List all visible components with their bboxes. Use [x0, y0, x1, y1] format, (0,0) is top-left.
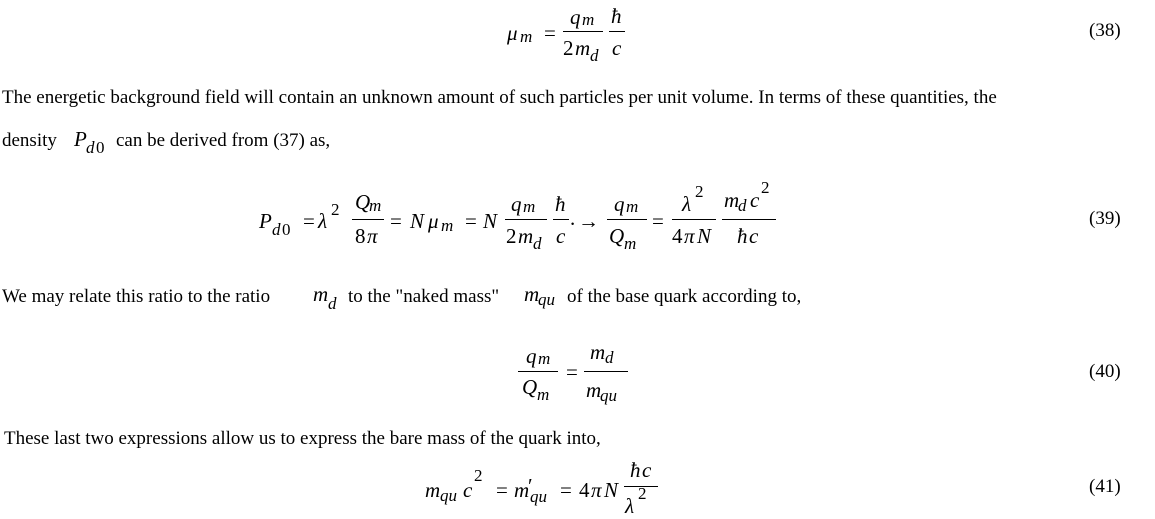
paragraph-line: These last two expressions allow us to express the bare mass of the quark into,	[4, 428, 601, 449]
fraction-bar	[505, 219, 547, 220]
density-P: P	[259, 209, 272, 233]
fraction-bar	[518, 371, 558, 372]
N-symbol: N	[483, 209, 498, 233]
subscript-qu: qu	[600, 386, 617, 405]
mu-symbol: μ	[428, 209, 439, 233]
paragraph-line-pre: We may relate this ratio to the ratio	[2, 286, 271, 307]
equals-sign: =	[303, 209, 315, 233]
denominator-m: m	[518, 224, 534, 248]
c-symbol: c	[463, 478, 473, 502]
denominator-m: m	[586, 378, 602, 402]
pi-symbol: π	[591, 478, 602, 502]
subscript-m: m	[369, 196, 382, 215]
m-symbol: m	[313, 282, 329, 306]
subscript-m: m	[520, 27, 533, 46]
subscript-d: d	[605, 348, 614, 367]
paragraph-line-mid: to the "naked mass"	[348, 286, 500, 307]
m-symbol: m	[524, 282, 540, 306]
numerator-q: q	[526, 344, 537, 368]
fraction-bar	[672, 219, 716, 220]
prime-symbol: ′	[528, 474, 533, 498]
density-P: P	[74, 127, 87, 151]
numerator-q: q	[570, 5, 581, 29]
lambda-symbol: λ	[318, 209, 328, 233]
superscript-2: 2	[331, 200, 340, 219]
subscript-d: d	[590, 46, 599, 65]
subscript-qu: qu	[530, 487, 547, 506]
arrow-symbol: →	[578, 209, 599, 233]
subscript-d: d	[86, 138, 95, 157]
hbar-symbol: ħ	[611, 4, 622, 28]
numerator-q: q	[614, 192, 625, 216]
subscript-qu: qu	[440, 486, 457, 505]
subscript-m: m	[523, 197, 536, 216]
numerator-Q: Q	[355, 190, 371, 214]
pi-symbol: π	[367, 224, 378, 248]
subscript-m: m	[538, 349, 551, 368]
subscript-d: d	[738, 196, 747, 215]
hbar-symbol: ħ	[630, 458, 641, 482]
denominator-Q: Q	[609, 224, 625, 248]
subscript-d: d	[533, 234, 542, 253]
c-symbol: c	[642, 458, 652, 482]
denominator-m: m	[575, 36, 591, 60]
denominator-2: 2	[563, 36, 574, 60]
superscript-2: 2	[474, 466, 483, 485]
subscript-m: m	[626, 197, 639, 216]
mu-symbol: μ	[507, 21, 518, 45]
c-symbol: c	[612, 36, 622, 60]
superscript-2: 2	[638, 484, 647, 503]
fraction-bar	[352, 219, 384, 220]
equals-sign: =	[560, 478, 572, 502]
equals-sign: =	[390, 209, 402, 233]
subscript-d: d	[272, 220, 281, 239]
subscript-qu: qu	[538, 290, 555, 309]
subscript-m: m	[537, 385, 550, 404]
subscript-0: 0	[282, 220, 291, 239]
four-symbol: 4	[579, 478, 590, 502]
fraction-bar	[563, 31, 603, 32]
equals-sign: =	[566, 360, 578, 384]
subscript-d: d	[328, 294, 337, 313]
lambda-symbol: λ	[625, 494, 635, 518]
paragraph-line-pre: density	[2, 130, 57, 151]
superscript-2: 2	[695, 182, 704, 201]
denominator-2: 2	[506, 224, 517, 248]
fraction-bar	[584, 371, 628, 372]
numerator-m: m	[724, 188, 740, 212]
m-symbol: m	[425, 478, 441, 502]
paragraph-line-post: can be derived from (37) as,	[116, 130, 331, 151]
denominator-4: 4	[672, 224, 683, 248]
fraction-bar	[722, 219, 776, 220]
hbar-symbol: ħ	[737, 224, 748, 248]
subscript-m: m	[441, 216, 454, 235]
equation-number: (38)	[1089, 20, 1121, 41]
denominator-8: 8	[355, 224, 366, 248]
dot-symbol: .	[570, 206, 576, 230]
paragraph-line: The energetic background field will contain an unknown amount of such particles per unit volume. In terms of these quantities, the	[2, 87, 997, 108]
fraction-bar	[607, 219, 647, 220]
equals-sign: =	[544, 21, 556, 45]
subscript-m: m	[582, 10, 595, 29]
m-symbol: m	[514, 478, 530, 502]
numerator-q: q	[511, 192, 522, 216]
lambda-symbol: λ	[682, 192, 692, 216]
N-symbol: N	[410, 209, 425, 233]
superscript-2: 2	[761, 178, 770, 197]
pi-symbol: π	[684, 224, 695, 248]
N-symbol: N	[697, 224, 712, 248]
equation-number: (39)	[1089, 208, 1121, 229]
equation-number: (40)	[1089, 361, 1121, 382]
c-symbol: c	[750, 188, 760, 212]
subscript-m: m	[624, 234, 637, 253]
equation-number: (41)	[1089, 476, 1121, 497]
c-symbol: c	[556, 224, 566, 248]
fraction-bar	[609, 31, 625, 32]
equals-sign: =	[465, 209, 477, 233]
hbar-symbol: ħ	[555, 192, 566, 216]
fraction-bar	[553, 219, 569, 220]
N-symbol: N	[604, 478, 619, 502]
numerator-m: m	[590, 340, 606, 364]
denominator-Q: Q	[522, 375, 538, 399]
equals-sign: =	[496, 478, 508, 502]
c-symbol: c	[749, 224, 759, 248]
paragraph-line-post: of the base quark according to,	[567, 286, 802, 307]
equals-sign: =	[652, 209, 664, 233]
subscript-0: 0	[96, 138, 105, 157]
